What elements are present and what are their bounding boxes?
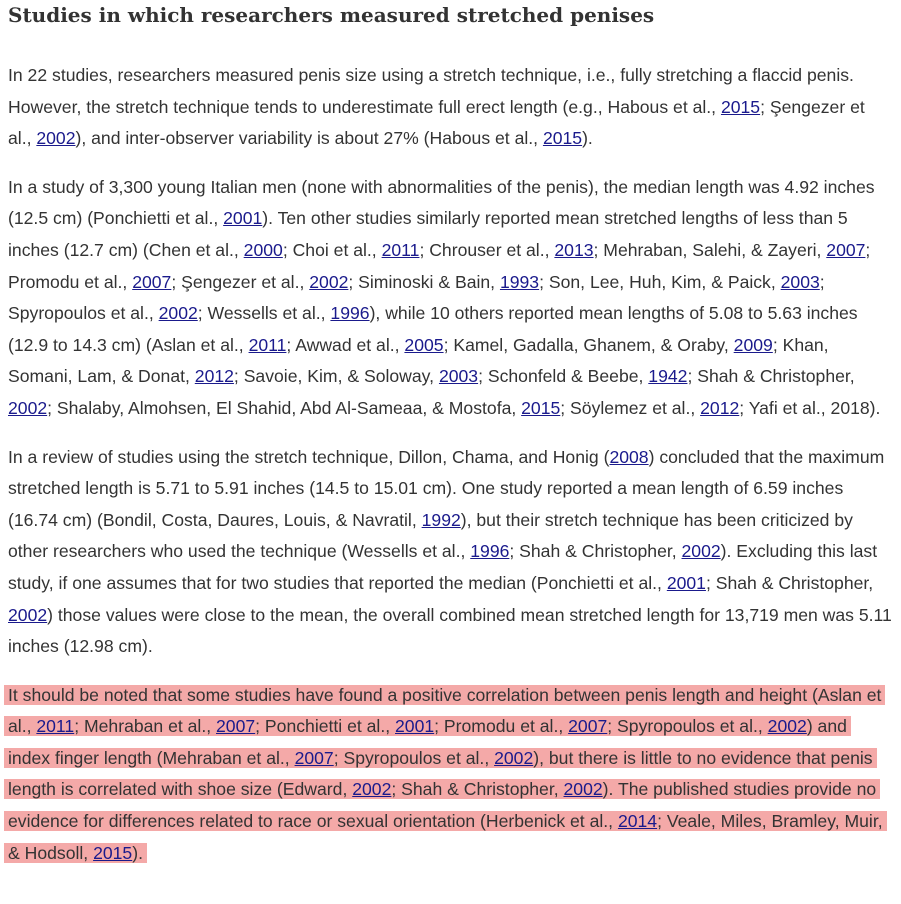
citation-year-link[interactable]: 2007: [132, 271, 172, 292]
paragraph-3: [8, 442, 893, 663]
citation-year-link[interactable]: 1996: [330, 303, 370, 324]
citation-year-link[interactable]: 2015: [521, 397, 561, 418]
citation-year-link[interactable]: 2002: [494, 747, 534, 768]
paragraph-4: [8, 680, 893, 870]
citation-year-link[interactable]: 2007: [216, 716, 256, 737]
paragraph-text: ). Excluding this last study, if one assumes that for two studies that reported the median (Ponchietti et al.,: [8, 541, 878, 593]
citation-year-link[interactable]: 2002: [36, 128, 76, 149]
paragraph-text: ; Söylemez et al.,: [560, 397, 701, 418]
paragraph-text: ; Mehraban, Salehi, & Zayeri,: [593, 239, 827, 260]
paragraph-text: ; Schonfeld & Beebe,: [478, 366, 649, 387]
paragraph-text: ; Şengezer et al.,: [8, 96, 865, 149]
paragraph-text: ; Spyropoulos et al.,: [333, 747, 495, 768]
paragraph-1: [8, 60, 893, 155]
paragraph-text: ; Shah & Christopher,: [687, 366, 855, 387]
citation-year-link[interactable]: 2008: [609, 446, 649, 467]
citation-year-link[interactable]: 2011: [248, 334, 287, 355]
citation-year-link[interactable]: 2001: [395, 716, 435, 737]
citation-year-link[interactable]: 2002: [158, 303, 198, 324]
paragraph-text: ). The published studies provide no evidence for differences related to race or sexual orientation (Herbenick et al.,: [8, 779, 877, 832]
citation-year-link[interactable]: 2002: [8, 397, 48, 418]
paragraph-text: ; Şengezer et al.,: [171, 271, 310, 292]
paragraph-text: ) concluded that the maximum stretched length is 5.71 to 5.91 inches (14.5 to 15.01 cm). One study reported a mean length of 6.59 inches (16.74 cm) (Bondil, Costa, Daures, Louis, & Navratil,: [8, 446, 885, 530]
paragraph-text: ; Shah & Christopher,: [509, 541, 682, 562]
paragraph-text: ; Savoie, Kim, & Soloway,: [233, 366, 439, 387]
paragraph-text: ) those values were close to the mean, the overall combined mean stretched length for 13,719 men was 5.11 inches (12.98 cm).: [8, 604, 892, 657]
section-heading: Studies in which researchers measured stretched penises: [8, 3, 655, 27]
citation-year-link[interactable]: 2011: [36, 716, 75, 737]
paragraph-text: ; Spyropoulos et al.,: [8, 271, 825, 324]
paragraph-text: ). Ten other studies similarly reported mean stretched lengths of less than 5 inches (12.7 cm) (Chen et al.,: [8, 208, 848, 260]
citation-year-link[interactable]: 1942: [648, 366, 688, 387]
paragraph-text: ), while 10 others reported mean lengths of 5.08 to 5.63 inches (12.9 to 14.3 cm) (Aslan et al.,: [8, 303, 858, 355]
paragraph-text: ; Choi et al.,: [282, 239, 382, 260]
citation-year-link[interactable]: 2015: [720, 96, 761, 117]
citation-year-link[interactable]: 2015: [542, 128, 583, 149]
paragraph-text: ).: [582, 128, 593, 149]
citation-year-link[interactable]: 2002: [681, 541, 721, 562]
paragraph-text: ; Shalaby, Almohsen, El Shahid, Abd Al-Sameaa, & Mostofa,: [47, 397, 522, 418]
citation-year-link[interactable]: 1996: [470, 541, 510, 562]
citation-year-link[interactable]: 2002: [352, 779, 392, 800]
article-body: [8, 60, 893, 869]
paragraph-text: ).: [132, 842, 143, 863]
paragraph-text: ; Awwad et al.,: [286, 334, 405, 355]
citation-year-link[interactable]: 2002: [309, 271, 349, 292]
paragraph-text: ; Chrouser et al.,: [419, 239, 555, 260]
paragraph-text: In a study of 3,300 young Italian men (none with abnormalities of the penis), the median length was 4.92 inches (12.5 cm) (Ponchietti et al.,: [8, 176, 875, 229]
paragraph-text: ; Veale, Miles, Bramley, Muir, & Hodsoll,: [8, 811, 883, 863]
citation-year-link[interactable]: 2003: [438, 366, 479, 387]
paragraph-text: ; Wessells et al.,: [197, 303, 331, 324]
citation-year-link[interactable]: 2000: [243, 239, 283, 260]
citation-year-link[interactable]: 2001: [666, 572, 706, 593]
citation-year-link[interactable]: 2007: [826, 239, 866, 260]
paragraph-text: In a review of studies using the stretch technique, Dillon, Chama, and Honig (: [8, 446, 610, 467]
paragraph-text: ; Yafi et al., 2018).: [739, 397, 881, 418]
citation-year-link[interactable]: 2009: [733, 334, 773, 355]
citation-year-link[interactable]: 1993: [499, 271, 540, 292]
paragraph-text: ; Son, Lee, Huh, Kim, & Paick,: [539, 271, 781, 292]
citation-year-link[interactable]: 2013: [554, 239, 594, 260]
citation-year-link[interactable]: 2005: [404, 334, 444, 355]
citation-year-link[interactable]: 2015: [93, 842, 133, 863]
citation-year-link[interactable]: 2001: [223, 208, 263, 229]
citation-year-link[interactable]: 1992: [421, 509, 461, 530]
paragraph-text: ; Shah & Christopher,: [391, 779, 564, 800]
paragraph-text: ; Promodu et al.,: [8, 239, 871, 292]
paragraph-text: ; Siminoski & Bain,: [348, 271, 500, 292]
citation-year-link[interactable]: 2012: [700, 397, 740, 418]
citation-year-link[interactable]: 2002: [767, 716, 807, 737]
citation-year-link[interactable]: 2007: [568, 716, 608, 737]
paragraph-2: [8, 172, 893, 425]
paragraph-text: ; Khan, Somani, Lam, & Donat,: [8, 334, 829, 387]
paragraph-text: ; Kamel, Gadalla, Ghanem, & Oraby,: [443, 334, 734, 355]
paragraph-text: ; Spyropoulos et al.,: [607, 716, 768, 737]
citation-year-link[interactable]: 2011: [381, 239, 420, 260]
paragraph-text: In 22 studies, researchers measured penis size using a stretch technique, i.e., fully stretching a flaccid penis. However, the stretch technique tends to underestimate full erect length (e.g., Habous et al.,: [8, 65, 854, 117]
paragraph-text: ), and inter-observer variability is about 27% (Habous et al.,: [75, 128, 543, 149]
citation-year-link[interactable]: 2012: [194, 366, 234, 387]
paragraph-text: ; Ponchietti et al.,: [255, 716, 396, 737]
paragraph-text: ), but their stretch technique has been criticized by other researchers who used the technique (Wessells et al.,: [8, 509, 853, 562]
citation-year-link[interactable]: 2014: [617, 811, 658, 832]
paragraph-text: ; Shah & Christopher,: [705, 572, 874, 593]
citation-year-link[interactable]: 2002: [563, 779, 603, 800]
citation-year-link[interactable]: 2002: [8, 604, 48, 625]
highlighted-text: [4, 685, 887, 863]
paragraph-text: It should be noted that some studies have found a positive correlation between penis length and height (Aslan et al.,: [8, 684, 882, 737]
paragraph-text: ; Mehraban et al.,: [74, 716, 217, 737]
paragraph-text: ; Promodu et al.,: [434, 716, 569, 737]
paragraph-text: ), but there is little to no evidence that penis length is correlated with shoe size (Edward,: [8, 747, 873, 800]
citation-year-link[interactable]: 2007: [294, 747, 334, 768]
paragraph-text: ) and index finger length (Mehraban et al.,: [8, 716, 847, 768]
citation-year-link[interactable]: 2003: [780, 271, 820, 292]
